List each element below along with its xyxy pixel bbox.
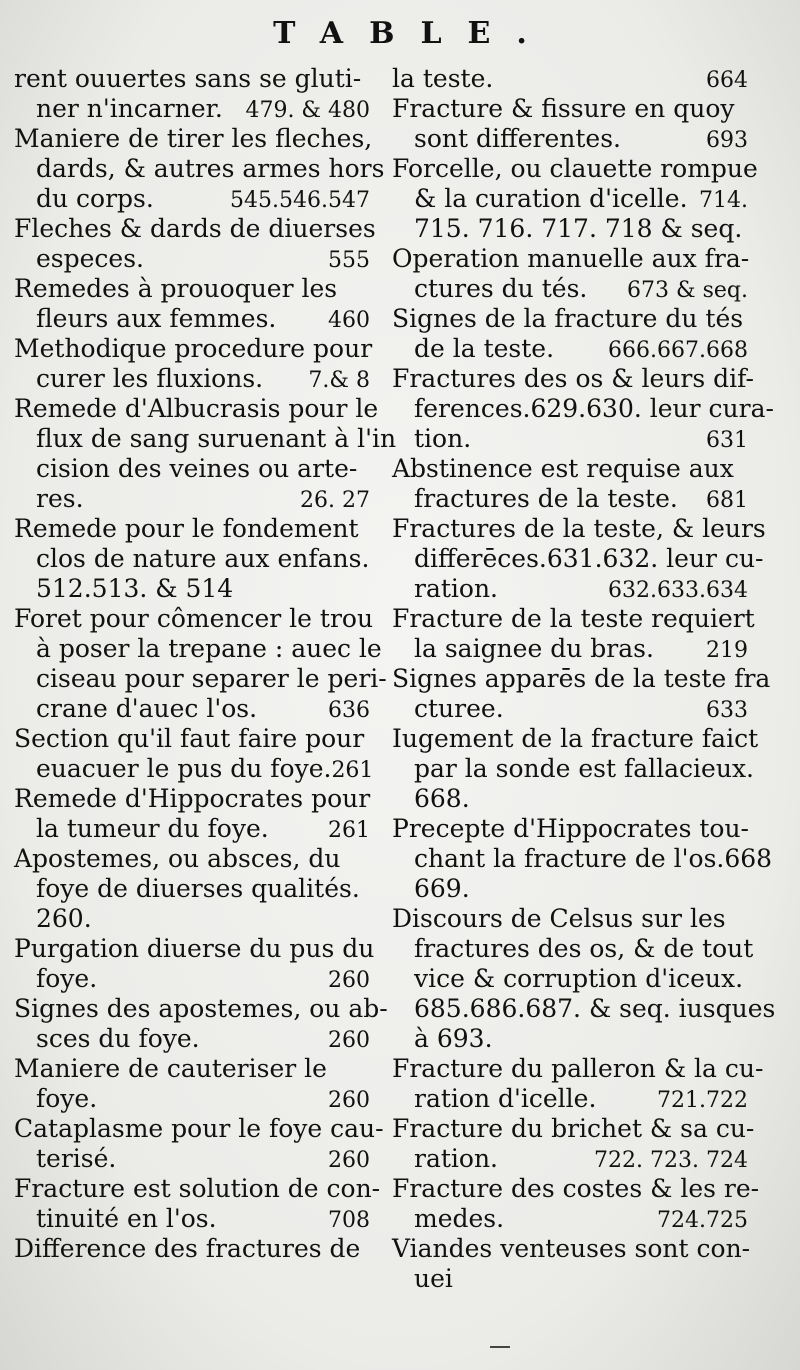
entry-line — [392, 1054, 764, 1084]
page-reference: 693 — [706, 128, 748, 153]
entry-line — [392, 694, 748, 724]
entry-line — [392, 154, 758, 184]
entry-line — [392, 934, 754, 964]
entry-text: ner n'incarner. — [36, 94, 223, 123]
entry-line — [392, 304, 748, 334]
entry-text: vice & corruption d'iceux. — [414, 964, 744, 993]
entry-text: Abstinence est requise aux — [392, 454, 734, 483]
entry-line — [14, 1174, 381, 1204]
page-reference: 664 — [706, 68, 748, 93]
page-reference: 261 — [328, 818, 370, 843]
entry-line — [14, 454, 370, 484]
page-reference: 219 — [706, 638, 748, 663]
page-reference: 636 — [328, 698, 370, 723]
entry-text: à poser la trepane : auec le — [36, 634, 382, 663]
entry-text: especes. — [36, 244, 144, 273]
entry-line — [14, 1084, 370, 1114]
page-reference: 460 — [328, 308, 370, 333]
page-reference: 631 — [706, 428, 748, 453]
entry-line — [392, 244, 748, 274]
entry-text: Cataplasme pour le foye cau- — [14, 1114, 384, 1143]
index-entry — [14, 394, 397, 514]
index-entry — [14, 934, 375, 994]
entry-text: cturee. — [414, 694, 504, 723]
index-entry — [392, 1174, 760, 1234]
entry-text: 685.686.687. & seq. iusques — [414, 994, 776, 1023]
index-entry — [14, 784, 370, 844]
entry-line — [14, 694, 370, 724]
entry-text: Foret pour cômencer le trou — [14, 604, 374, 633]
page-reference: 555 — [328, 248, 370, 273]
entry-line — [392, 574, 748, 604]
entry-text: cision des veines ou arte- — [36, 454, 358, 483]
entry-line — [392, 1204, 748, 1234]
entry-line — [392, 1174, 760, 1204]
entry-text: chant la fracture de l'os.668 — [414, 844, 773, 873]
index-entry — [14, 514, 370, 604]
entry-text: Methodique procedure pour — [14, 334, 373, 363]
entry-text: dards, & autres armes hors — [36, 154, 385, 183]
page-reference: 260 — [328, 1028, 370, 1053]
entry-line — [14, 94, 370, 124]
entry-text: terisé. — [36, 1144, 117, 1173]
index-entry — [392, 304, 748, 364]
entry-line — [392, 1084, 748, 1114]
entry-text: Fractures des os & leurs dif- — [392, 364, 754, 393]
entry-text: fleurs aux femmes. — [36, 304, 277, 333]
page-reference: 633 — [706, 698, 748, 723]
index-entry — [14, 724, 374, 784]
entry-text: sont differentes. — [414, 124, 621, 153]
entry-line — [392, 604, 755, 634]
page-reference: 681 — [706, 488, 748, 513]
page-reference: 708 — [328, 1208, 370, 1233]
entry-text: curer les fluxions. — [36, 364, 264, 393]
entry-text: rent ouuertes sans se gluti- — [14, 64, 362, 93]
entry-line — [14, 874, 370, 904]
entry-text: Remedes à prouoquer les — [14, 274, 338, 303]
entry-text: du corps. — [36, 184, 154, 213]
entry-line — [14, 64, 370, 94]
entry-text: Signes de la fracture du tés — [392, 304, 744, 333]
entry-line — [392, 1264, 748, 1294]
page-reference: 722. 723. 724 — [594, 1148, 748, 1173]
entry-text: Section qu'il faut faire pour — [14, 724, 365, 753]
entry-text: clos de nature aux enfans. — [36, 544, 370, 573]
entry-text: fractures des os, & de tout — [414, 934, 754, 963]
entry-text: Fracture de la teste requiert — [392, 604, 755, 633]
entry-text: Fracture des costes & les re- — [392, 1174, 760, 1203]
entry-line — [14, 244, 370, 274]
entry-text: ciseau pour separer le peri- — [36, 664, 387, 693]
index-entry — [392, 724, 759, 814]
entry-line — [14, 574, 370, 604]
entry-line — [14, 1114, 384, 1144]
entry-text: par la sonde est fallacieux. — [414, 754, 754, 783]
entry-text: Signes des apostemes, ou ab- — [14, 994, 388, 1023]
index-entry — [392, 904, 776, 1054]
entry-line — [14, 1144, 370, 1174]
index-entry — [14, 1234, 370, 1264]
entry-text: Forcelle, ou clauette rompue — [392, 154, 758, 183]
index-entry — [14, 1174, 381, 1234]
entry-text: 668. — [414, 784, 470, 813]
index-entry — [392, 664, 771, 724]
entry-line — [392, 64, 748, 94]
page-reference: 260 — [328, 968, 370, 993]
entry-text: Fracture du brichet & sa cu- — [392, 1114, 755, 1143]
entry-text: ration d'icelle. — [414, 1084, 597, 1113]
entry-text: 512.513. & 514 — [36, 574, 234, 603]
entry-text: ration. — [414, 1144, 498, 1173]
entry-line — [392, 724, 759, 754]
entry-line — [392, 874, 748, 904]
entry-line — [392, 424, 748, 454]
entry-text: de la teste. — [414, 334, 555, 363]
entry-text: differēces.631.632. leur cu- — [414, 544, 764, 573]
entry-line — [392, 184, 748, 214]
entry-line — [14, 934, 375, 964]
entry-line — [392, 1144, 748, 1174]
entry-line — [14, 994, 388, 1024]
entry-line — [14, 544, 370, 574]
entry-line — [14, 124, 373, 154]
entry-line — [392, 454, 748, 484]
page-reference: 479. & 480 — [245, 98, 370, 123]
entry-text: medes. — [414, 1204, 505, 1233]
entry-text: tinuité en l'os. — [36, 1204, 217, 1233]
entry-line — [14, 334, 373, 364]
entry-line — [392, 634, 748, 664]
entry-line — [14, 964, 370, 994]
entry-text: Maniere de cauteriser le — [14, 1054, 327, 1083]
entry-line — [392, 994, 776, 1024]
entry-text: Viandes venteuses sont con- — [392, 1234, 751, 1263]
entry-text: la tumeur du foye. — [36, 814, 269, 843]
entry-line — [392, 544, 764, 574]
entry-line — [392, 394, 774, 424]
page-reference: 261 — [331, 758, 374, 783]
entry-text: uei — [414, 1264, 453, 1293]
entry-text: 260. — [36, 904, 92, 933]
entry-line — [14, 214, 376, 244]
entry-line — [392, 784, 748, 814]
index-entry — [392, 514, 766, 604]
entry-line — [392, 124, 748, 154]
entry-text: euacuer le pus du foye. — [36, 754, 332, 783]
page-reference: 7.& 8 — [308, 368, 370, 393]
entry-text: Remede d'Albucrasis pour le — [14, 394, 379, 423]
index-entry — [392, 814, 773, 904]
entry-text: Operation manuelle aux fra- — [392, 244, 750, 273]
index-entry — [392, 244, 748, 304]
entry-text: Purgation diuerse du pus du — [14, 934, 375, 963]
entry-text: res. — [36, 484, 84, 513]
entry-line — [392, 484, 748, 514]
entry-text: foye de diuerses qualités. — [36, 874, 360, 903]
entry-text: ration. — [414, 574, 498, 603]
page-reference: 673 & seq. — [627, 278, 748, 303]
entry-line — [392, 274, 748, 304]
index-entry — [392, 154, 758, 244]
page-reference: 26. 27 — [300, 488, 370, 513]
entry-text: crane d'auec l'os. — [36, 694, 258, 723]
page-foot-mark — [490, 1346, 510, 1348]
entry-line — [14, 1054, 370, 1084]
index-entry — [14, 1054, 370, 1114]
index-entry — [392, 604, 755, 664]
page-reference: 545.546.547 — [230, 188, 370, 213]
index-entry — [14, 1114, 384, 1174]
entry-line — [392, 844, 773, 874]
entry-text: 715. 716. 717. 718 & seq. — [414, 214, 743, 243]
entry-line — [392, 904, 748, 934]
entry-text: Discours de Celsus sur les — [392, 904, 726, 933]
entry-line — [14, 154, 385, 184]
index-entry — [14, 994, 388, 1054]
entry-text: Fractures de la teste, & leurs — [392, 514, 766, 543]
entry-line — [14, 364, 370, 394]
entry-line — [14, 784, 370, 814]
index-entry — [392, 64, 748, 94]
entry-line — [14, 664, 387, 694]
index-entry — [392, 94, 748, 154]
entry-line — [392, 214, 748, 244]
index-entry — [14, 334, 373, 394]
entry-line — [14, 484, 370, 514]
entry-line — [392, 814, 748, 844]
index-entry — [392, 1054, 764, 1114]
entry-text: Maniere de tirer les fleches, — [14, 124, 373, 153]
entry-text: Fracture du palleron & la cu- — [392, 1054, 764, 1083]
entry-text: foye. — [36, 964, 98, 993]
entry-text: Fracture & fissure en quoy — [392, 94, 735, 123]
entry-text: Apostemes, ou absces, du — [14, 844, 341, 873]
page-reference: 721.722 — [657, 1088, 748, 1113]
entry-text: Difference des fractures de — [14, 1234, 361, 1263]
entry-text: ferences.629.630. leur cura- — [414, 394, 774, 423]
entry-line — [14, 754, 374, 784]
page-reference: 260 — [328, 1148, 370, 1173]
entry-text: fractures de la teste. — [414, 484, 678, 513]
entry-text: flux de sang suruenant à l'in — [36, 424, 397, 453]
running-head: TABLE. — [273, 16, 553, 51]
entry-line — [392, 964, 748, 994]
entry-line — [14, 274, 370, 304]
entry-line — [14, 724, 370, 754]
entry-line — [14, 514, 370, 544]
entry-line — [14, 304, 370, 334]
entry-line — [14, 604, 374, 634]
entry-text: tion. — [414, 424, 472, 453]
entry-line — [14, 814, 370, 844]
entry-text: & la curation d'icelle. — [414, 184, 688, 213]
index-entry — [392, 1114, 755, 1174]
entry-line — [392, 364, 754, 394]
entry-text: foye. — [36, 1084, 98, 1113]
index-column-left — [14, 64, 397, 1264]
page-reference: 632.633.634 — [608, 578, 748, 603]
entry-line — [392, 1024, 748, 1054]
entry-line — [14, 424, 397, 454]
index-entry — [392, 364, 774, 454]
entry-line — [392, 334, 748, 364]
entry-text: Fleches & dards de diuerses — [14, 214, 376, 243]
index-entry — [392, 1234, 751, 1294]
entry-text: Precepte d'Hippocrates tou- — [392, 814, 750, 843]
entry-line — [392, 514, 766, 544]
entry-line — [14, 634, 382, 664]
entry-text: Fracture est solution de con- — [14, 1174, 381, 1203]
entry-line — [392, 1114, 755, 1144]
entry-line — [14, 1024, 370, 1054]
entry-text: à 693. — [414, 1024, 493, 1053]
entry-line — [392, 754, 754, 784]
index-entry — [14, 124, 385, 214]
entry-line — [14, 1204, 370, 1234]
entry-text: sces du foye. — [36, 1024, 200, 1053]
index-entry — [14, 64, 370, 124]
entry-line — [392, 664, 771, 694]
entry-text: 669. — [414, 874, 470, 903]
entry-line — [392, 94, 748, 124]
entry-text: ctures du tés. — [414, 274, 588, 303]
index-entry — [14, 604, 387, 724]
entry-text: Remede pour le fondement — [14, 514, 359, 543]
entry-text: Signes apparēs de la teste fra — [392, 664, 771, 693]
entry-text: Remede d'Hippocrates pour — [14, 784, 371, 813]
entry-text: la teste. — [392, 64, 494, 93]
entry-line — [14, 904, 370, 934]
entry-line — [14, 844, 370, 874]
index-entry — [392, 454, 748, 514]
page-reference: 260 — [328, 1088, 370, 1113]
entry-line — [14, 394, 379, 424]
entry-text: Iugement de la fracture faict — [392, 724, 759, 753]
index-column-right — [392, 64, 776, 1294]
page-reference: 724.725 — [657, 1208, 748, 1233]
page-reference: 714. — [699, 188, 748, 213]
entry-line — [14, 184, 370, 214]
page-reference: 666.667.668 — [608, 338, 748, 363]
entry-line — [14, 1234, 370, 1264]
entry-text: la saignee du bras. — [414, 634, 654, 663]
entry-line — [392, 1234, 751, 1264]
index-entry — [14, 274, 370, 334]
index-entry — [14, 214, 376, 274]
index-entry — [14, 844, 370, 934]
